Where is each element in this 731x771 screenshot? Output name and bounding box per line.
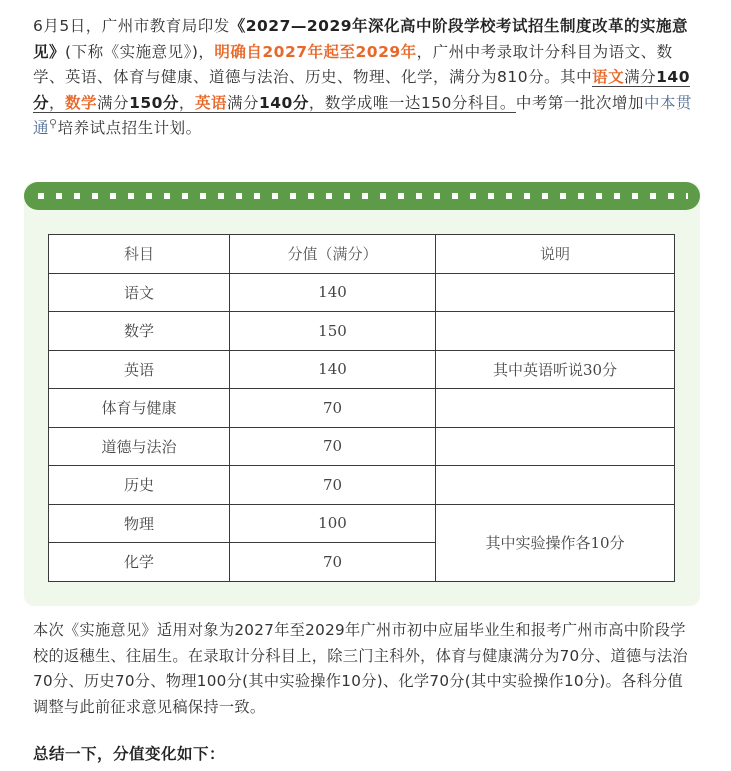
header-note: 说明 [436, 235, 675, 274]
intro-text: ，广州中考录取计分科目为语文、数学、英语、体育与健康、道德与法治、历史、物理、化学，满分为810分。其中 [33, 42, 673, 86]
score-cell: 140 [230, 350, 436, 389]
intro-text: 培养试点招生计划。 [57, 119, 202, 137]
subject-cell: 数学 [49, 312, 230, 351]
table-row [49, 350, 675, 389]
subject-cell: 体育与健康 [49, 389, 230, 428]
score-cell: 150 [230, 312, 436, 351]
body-paragraph: 本次《实施意见》适用对象为2027年至2029年广州市初中应届毕业生和报考广州市高中阶段学校的返穗生、往届生。在录取计分科目上，除三门主科外，体育与健康满分为70分、道德与法治70分、历史70分、物理100分(其中实验操作10分)、化学70分(其中实验操作10分)。各科分值调整与此前征求意见稿保持一致。 [33, 621, 688, 716]
note-cell [436, 466, 675, 505]
note-english-cell: 其中英语听说30分 [436, 350, 675, 389]
table-row [49, 427, 675, 466]
note-cell [436, 389, 675, 428]
score-cell: 70 [230, 466, 436, 505]
score-cell: 70 [230, 543, 436, 582]
score-chinese: 140分 [33, 68, 690, 112]
subject-cell: 英语 [49, 350, 230, 389]
intro-text: ， [49, 93, 66, 112]
intro-text: 满分 [226, 93, 259, 112]
search-icon[interactable]: ⚲ [49, 116, 58, 130]
intro-text: 满分 [624, 68, 657, 86]
note-cell [436, 273, 675, 312]
intro-paragraph [33, 14, 695, 142]
table-row [49, 273, 675, 312]
table-header-row [49, 235, 675, 274]
subject-cell: 化学 [49, 543, 230, 582]
score-cell: 70 [230, 427, 436, 466]
table-row [49, 504, 675, 543]
header-subject: 科目 [49, 235, 230, 274]
note-cell [436, 427, 675, 466]
score-math: 150分 [129, 93, 179, 112]
note-cell [436, 312, 675, 351]
score-cell: 70 [230, 389, 436, 428]
subject-cell: 历史 [49, 466, 230, 505]
intro-text: ，数学成唯一达150分科目。 [308, 93, 516, 112]
subject-cell: 道德与法治 [49, 427, 230, 466]
table-row [49, 466, 675, 505]
policy-title: 《2027—2029年深化高中阶段学校考试招生制度改革的实施意见》 [33, 17, 689, 61]
table-row [49, 312, 675, 351]
highlight-math: 数学 [65, 93, 98, 112]
highlight-years: 明确自2027年起至2029年 [214, 42, 417, 61]
intro-text: (下称《实施意见》)， [65, 42, 215, 61]
score-cell: 140 [230, 273, 436, 312]
score-cell: 100 [230, 504, 436, 543]
subject-cell: 语文 [49, 273, 230, 312]
intro-text: 中考第一批次增加 [515, 93, 644, 112]
note-lab-cell: 其中实验操作各10分 [436, 504, 675, 581]
subject-cell: 物理 [49, 504, 230, 543]
highlight-chinese: 语文 [592, 68, 625, 86]
highlight-english: 英语 [194, 93, 227, 112]
intro-text: 6月5日，广州市教育局印发 [33, 17, 230, 35]
intro-text: ， [178, 93, 195, 112]
decorative-dots [38, 193, 688, 199]
summary-heading: 总结一下，分值变化如下： [33, 745, 226, 763]
intro-text: 满分 [97, 93, 130, 112]
score-english: 140分 [258, 93, 309, 112]
header-score: 分值（满分） [230, 235, 436, 274]
score-table [48, 234, 675, 582]
keyword-link[interactable]: 中本贯通 [33, 93, 692, 137]
table-row [49, 389, 675, 428]
